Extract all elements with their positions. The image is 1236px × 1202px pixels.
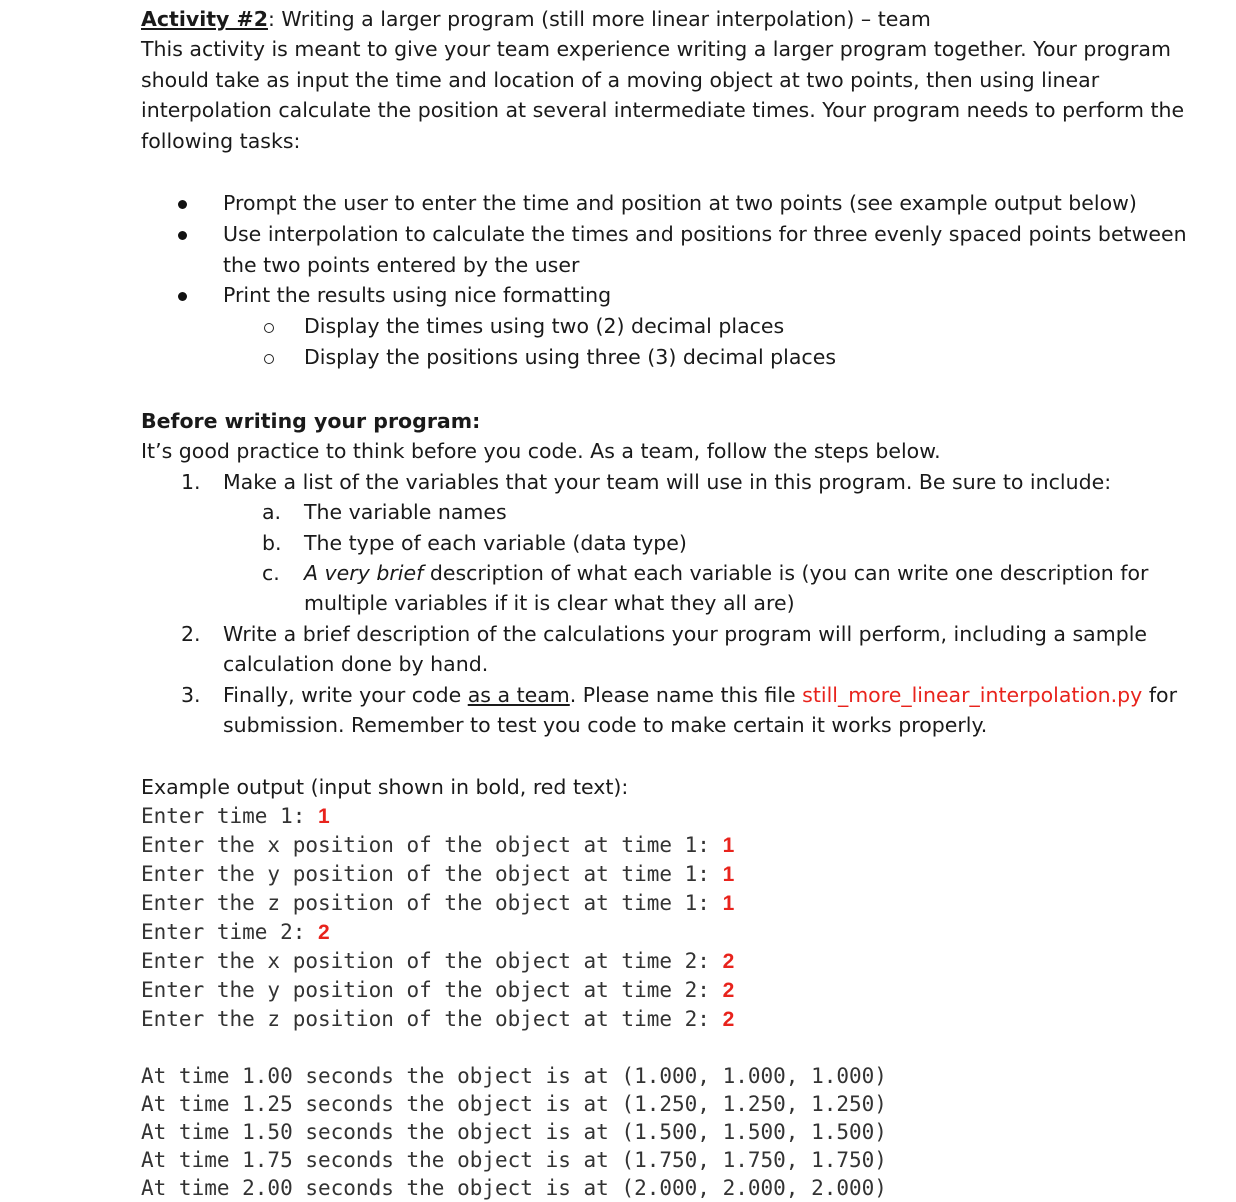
result-line: At time 1.50 seconds the object is at (1.500, 1.500, 1.500) xyxy=(141,1119,887,1144)
substep-text: The variable names xyxy=(304,500,507,525)
prompt-input: 1 xyxy=(722,862,735,886)
substep-item xyxy=(141,497,1201,527)
prompt-input: 2 xyxy=(722,978,735,1002)
subtask-text: Display the times using two (2) decimal places xyxy=(304,314,785,339)
result-line: At time 1.25 seconds the object is at (1.250, 1.250, 1.250) xyxy=(141,1091,887,1116)
subtask-text: Display the positions using three (3) decimal places xyxy=(304,344,836,369)
task-text: Print the results using nice formatting xyxy=(223,283,612,308)
task-text: Prompt the user to enter the time and position at two points (see example output below) xyxy=(223,191,1137,216)
section-lead: It’s good practice to think before you code. As a team, follow the steps below. xyxy=(141,439,941,464)
substep-text: description of what each variable is (you can write one description for multiple variables if it is clear what they all are) xyxy=(304,561,1149,616)
subtask-item xyxy=(141,311,1201,341)
result-line: At time 1.75 seconds the object is at (1.750, 1.750, 1.750) xyxy=(141,1147,887,1172)
bullet-icon xyxy=(178,200,187,209)
bullet-icon xyxy=(178,292,187,301)
result-line: At time 1.00 seconds the object is at (1.000, 1.000, 1.000) xyxy=(141,1063,887,1088)
result-line: At time 2.00 seconds the object is at (2.000, 2.000, 2.000) xyxy=(141,1175,887,1200)
step-text: for submission. Remember to test you code to make certain it works properly. xyxy=(223,682,1178,738)
step-number: 1. xyxy=(181,469,201,494)
step-text: Write a brief description of the calculations your program will perform, including a sample calculation done by hand. xyxy=(223,621,1148,677)
step-text: Make a list of the variables that your team will use in this program. Be sure to include: xyxy=(223,469,1112,494)
circle-bullet-icon xyxy=(264,354,274,364)
substep-item xyxy=(141,558,1201,619)
prompt-input: 1 xyxy=(722,891,735,915)
step-item xyxy=(141,619,1201,680)
prompt-input: 1 xyxy=(318,804,330,828)
substep-marker: b. xyxy=(262,530,282,555)
prompt-text: Enter the z position of the object at time 2: xyxy=(141,1006,723,1031)
prompt-text: Enter the x position of the object at time 1: xyxy=(141,832,723,857)
filename: still_more_linear_interpolation.py xyxy=(802,682,1143,707)
subtask-item xyxy=(141,342,1201,372)
prompt-text: Enter the x position of the object at time 2: xyxy=(141,948,723,973)
substep-marker: c. xyxy=(262,561,280,586)
bullet-icon xyxy=(178,231,187,240)
task-list xyxy=(141,188,1201,372)
task-item xyxy=(141,219,1201,281)
prompt-input: 1 xyxy=(722,833,735,857)
step-item xyxy=(141,467,1201,497)
prompt-input: 2 xyxy=(318,920,330,944)
prompt-text: Enter time 1: xyxy=(141,803,319,828)
section-heading: Before writing your program: xyxy=(141,409,481,434)
task-text: Use interpolation to calculate the times and positions for three evenly spaced points between the two points entered by the user xyxy=(223,221,1187,277)
prompt-line xyxy=(141,976,1201,1005)
example-caption: Example output (input shown in bold, red text): xyxy=(141,774,629,799)
step-number: 3. xyxy=(181,682,201,707)
prompt-line xyxy=(141,889,1201,918)
substep-text: The type of each variable (data type) xyxy=(304,530,687,555)
activity-title-bold: Activity #2 xyxy=(141,7,268,31)
substep-item xyxy=(141,528,1201,558)
prompt-text: Enter time 2: xyxy=(141,919,319,944)
prompt-line xyxy=(141,831,1201,860)
example-results xyxy=(141,1062,1201,1202)
prompt-line xyxy=(141,1005,1201,1034)
step-text: . Please name this file xyxy=(569,682,803,707)
task-item xyxy=(141,188,1201,219)
prompt-line xyxy=(141,918,1201,947)
prompt-text: Enter the y position of the object at time 1: xyxy=(141,861,723,886)
prompt-line xyxy=(141,860,1201,889)
substep-marker: a. xyxy=(262,500,282,525)
prompt-line xyxy=(141,802,1201,831)
activity-title xyxy=(141,4,1201,34)
activity-title-rest: : Writing a larger program (still more linear interpolation) – team xyxy=(267,7,931,31)
step-item xyxy=(141,680,1201,741)
circle-bullet-icon xyxy=(264,323,274,333)
prompt-line xyxy=(141,947,1201,976)
step-underline: as a team xyxy=(467,682,570,707)
prompt-text: Enter the y position of the object at time 2: xyxy=(141,977,723,1002)
substep-emphasis: A very brief xyxy=(304,561,424,586)
document xyxy=(141,4,1201,1202)
prompt-text: Enter the z position of the object at time 1: xyxy=(141,890,723,915)
step-number: 2. xyxy=(181,621,201,646)
prompt-input: 2 xyxy=(722,949,735,973)
task-item xyxy=(141,280,1201,311)
intro-paragraph: This activity is meant to give your team experience writing a larger program together. Your program should take as input the time and location of a moving object at two points, then using linear interpolation calculate the position at several intermediate times. Your program needs to perform the following tasks: xyxy=(141,37,1185,153)
prompt-input: 2 xyxy=(722,1007,735,1031)
step-text: Finally, write your code xyxy=(223,682,468,707)
example-prompts xyxy=(141,802,1201,1034)
